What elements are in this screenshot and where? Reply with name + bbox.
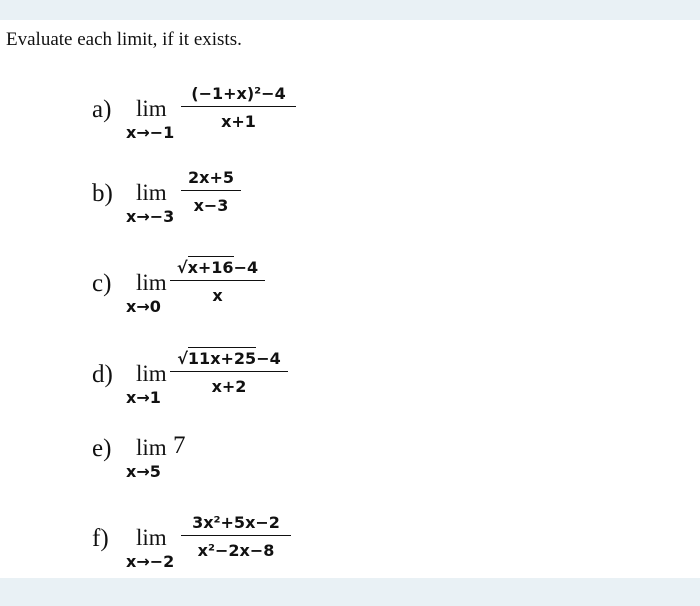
radical-sign: √	[176, 258, 188, 277]
lim-operator: lim	[136, 270, 167, 295]
limit-approach: x→−1	[126, 123, 175, 142]
denominator: x−3	[193, 196, 229, 215]
top-band	[0, 0, 700, 20]
denominator: x+2	[211, 377, 247, 396]
square-root	[177, 258, 234, 277]
fraction	[181, 513, 291, 560]
part-label: b)	[92, 180, 113, 207]
numerator-rest: −4	[256, 349, 281, 368]
lim-operator: lim	[136, 361, 167, 386]
part-label: c)	[92, 270, 112, 297]
part-label: e)	[92, 435, 112, 462]
problem-a	[0, 84, 700, 152]
numerator	[170, 349, 288, 371]
denominator: x	[212, 286, 223, 305]
square-root	[177, 349, 256, 368]
part-label: f)	[92, 525, 109, 552]
lim-operator: lim	[136, 525, 167, 550]
lim-operator: lim	[136, 96, 167, 121]
numerator: (−1+x)²−4	[191, 84, 286, 103]
radical-sign: √	[177, 349, 188, 368]
limit-approach: x→0	[126, 297, 161, 316]
fraction	[181, 84, 296, 131]
fraction	[170, 258, 265, 305]
lim-operator: lim	[136, 180, 167, 205]
limit-approach: x→1	[126, 388, 161, 407]
denominator: x²−2x−8	[197, 541, 275, 560]
radicand: x+16	[187, 258, 234, 277]
problem-b	[0, 168, 700, 236]
numerator: 2x+5	[188, 168, 234, 187]
problem-e	[0, 431, 700, 491]
fraction	[181, 168, 241, 215]
problem-c	[0, 258, 700, 326]
limit-approach: x→5	[126, 462, 161, 481]
numerator-rest: −4	[233, 258, 259, 277]
part-label: a)	[92, 96, 112, 123]
limit-approach: x→−2	[126, 552, 175, 571]
numerator	[170, 258, 265, 280]
fraction	[170, 349, 288, 396]
numerator: 3x²+5x−2	[192, 513, 280, 532]
problem-d	[0, 349, 700, 417]
instruction-text: Evaluate each limit, if it exists.	[6, 29, 242, 50]
limit-approach: x→−3	[126, 207, 175, 226]
lim-operator: lim	[136, 435, 167, 460]
problem-f	[0, 513, 700, 581]
part-label: d)	[92, 361, 113, 388]
bottom-band	[0, 578, 700, 606]
constant-expression: 7	[173, 432, 186, 459]
denominator: x+1	[221, 112, 256, 131]
radicand: 11x+25	[187, 349, 257, 368]
